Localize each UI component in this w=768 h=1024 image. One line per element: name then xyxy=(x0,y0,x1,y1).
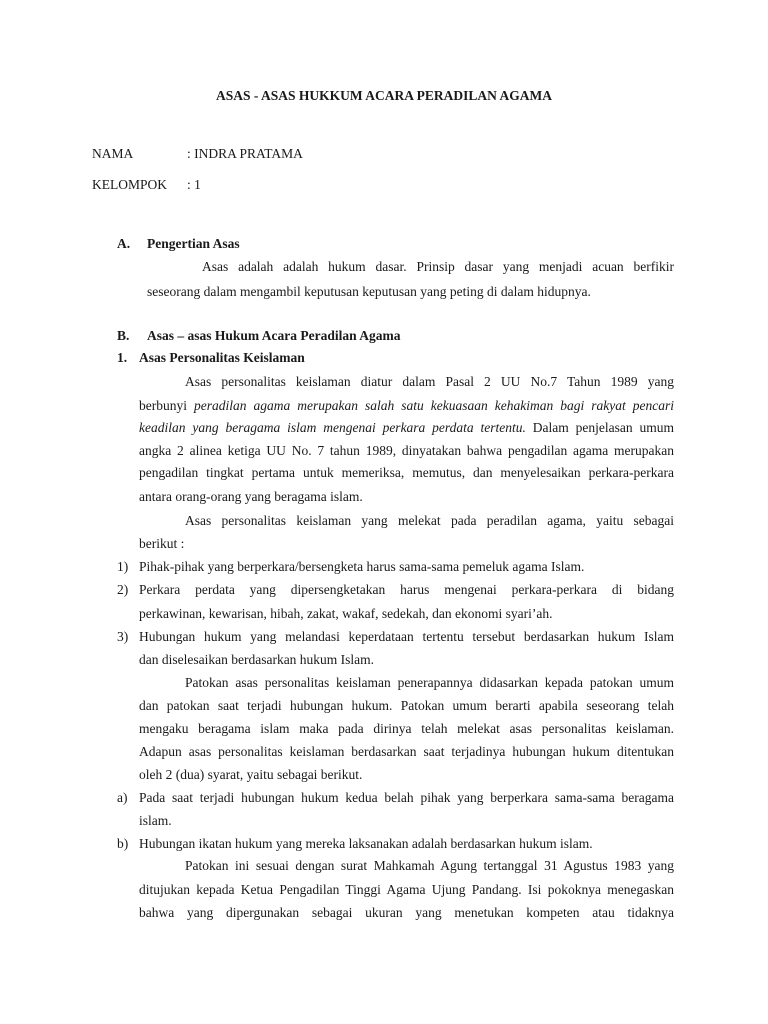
list-item: islam. xyxy=(139,813,172,828)
para4-line: bahwa yang dipergunakan sebagai ukuran yang menetukan kompeten atau tidaknya xyxy=(139,905,674,920)
list-item: Hubungan ikatan hukum yang mereka laksanakan adalah berdasarkan hukum islam. xyxy=(139,836,593,851)
list-item: dan diselesaikan berdasarkan hukum Islam. xyxy=(139,652,375,667)
para3-line: mengaku beragama islam maka pada dirinya telah melekat asas personalitas keislaman. xyxy=(139,721,674,736)
para4-line: Patokan ini sesuai dengan surat Mahkamah Agung tertanggal 31 Agustus 1983 yang xyxy=(185,858,674,873)
sub1-heading: Asas Personalitas Keislaman xyxy=(139,350,305,365)
section-a-marker: A. xyxy=(117,236,131,251)
para1-line: berbunyi peradilan agama merupakan salah satu kekuasaan kehakiman bagi rakyat pencari xyxy=(139,398,674,413)
para3-line: oleh 2 (dua) syarat, yaitu sebagai berikut. xyxy=(139,767,363,782)
list-item: Perkara perdata yang dipersengketakan harus mengenai perkara-perkara di bidang xyxy=(139,582,674,597)
list-marker: 1) xyxy=(117,559,129,574)
group-label: KELOMPOK xyxy=(92,177,168,192)
para3-line: Patokan asas personalitas keislaman penerapannya didasarkan kepada patokan umum xyxy=(185,675,674,690)
para1-line: pengadilan tingkat pertama untuk memeriksa, memutus, dan menyelesaikan perkara-perkara xyxy=(139,465,674,480)
list-item: perkawinan, kewarisan, hibah, zakat, wakaf, sedekah, dan ekonomi syari’ah. xyxy=(139,606,553,621)
group-value: : 1 xyxy=(187,177,201,192)
para3-line: Adapun asas personalitas keislaman berdasarkan saat terjadinya hubungan hukum ditentukan xyxy=(139,744,674,759)
section-b-heading: Asas – asas Hukum Acara Peradilan Agama xyxy=(147,328,401,343)
name-value: : INDRA PRATAMA xyxy=(187,146,303,161)
list-item: Pada saat terjadi hubungan hukum kedua belah pihak yang berperkara sama-sama beragama xyxy=(139,790,674,805)
section-a-heading: Pengertian Asas xyxy=(147,236,240,251)
para3-line: dan patokan saat terjadi hubungan hukum. Patokan umum berarti apabila seseorang telah xyxy=(139,698,674,713)
section-a-line: Asas adalah adalah hukum dasar. Prinsip dasar yang menjadi acuan berfikir xyxy=(202,259,674,274)
list-marker: 3) xyxy=(117,629,129,644)
list-marker: b) xyxy=(117,836,129,851)
para1-line: antara orang-orang yang beragama islam. xyxy=(139,489,363,504)
list-marker: a) xyxy=(117,790,128,805)
list-item: Pihak-pihak yang berperkara/bersengketa harus sama-sama pemeluk agama Islam. xyxy=(139,559,585,574)
list-marker: 2) xyxy=(117,582,129,597)
name-label: NAMA xyxy=(92,146,134,161)
document-title: ASAS - ASAS HUKKUM ACARA PERADILAN AGAMA xyxy=(215,88,553,103)
para1-line: Asas personalitas keislaman diatur dalam Pasal 2 UU No.7 Tahun 1989 yang xyxy=(185,374,674,389)
section-b-marker: B. xyxy=(117,328,130,343)
section-a-line: seseorang dalam mengambil keputusan keputusan yang peting di dalam hidupnya. xyxy=(147,284,591,299)
para2-line: Asas personalitas keislaman yang melekat pada peradilan agama, yaitu sebagai xyxy=(185,513,674,528)
sub1-marker: 1. xyxy=(117,350,128,365)
para2-line: berikut : xyxy=(139,536,185,551)
list-item: Hubungan hukum yang melandasi keperdataan tertentu tersebut berdasarkan hukum Islam xyxy=(139,629,674,644)
para1-line: keadilan yang beragama islam mengenai perkara perdata tertentu. Dalam penjelasan umum xyxy=(139,420,674,435)
para4-line: ditujukan kepada Ketua Pengadilan Tinggi Agama Ujung Pandang. Isi pokoknya menegaskan xyxy=(139,882,674,897)
para1-line: angka 2 alinea ketiga UU No. 7 tahun 1989, dinyatakan bahwa pengadilan agama merupakan xyxy=(139,443,674,458)
